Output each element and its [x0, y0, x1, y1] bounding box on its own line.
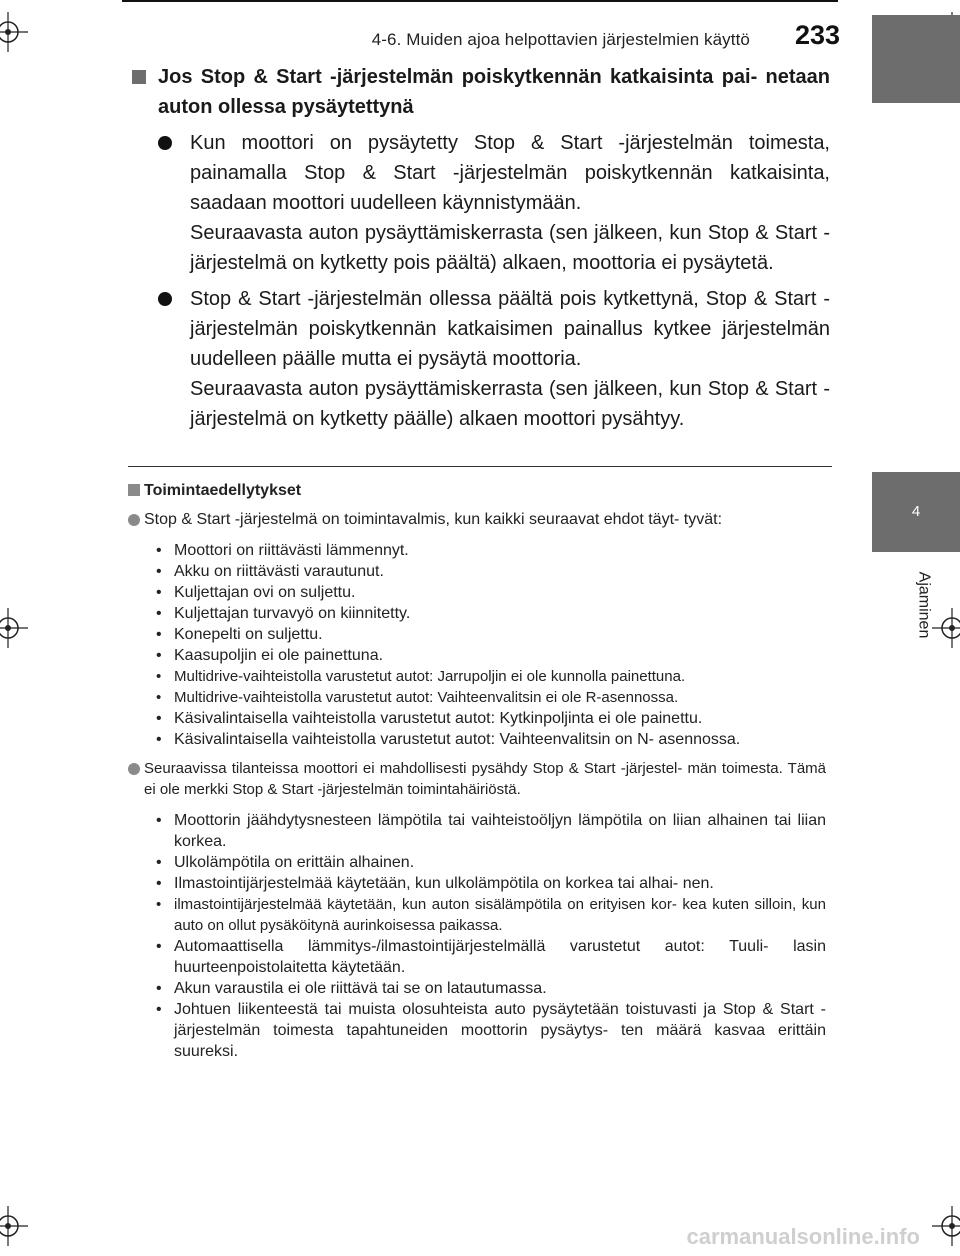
list-item: • Moottorin jäähdytysnesteen lämpötila tai vaihteistoöljyn lämpötila on liian alhainen tai liian korkea.	[154, 810, 826, 852]
section-title: 4-6. Muiden ajoa helpottavien järjestelmien käyttö	[371, 30, 750, 49]
exceptions-list	[128, 810, 826, 1062]
main-bullet-paragraph: Seuraavasta auton pysäyttämiskerrasta (sen jälkeen, kun Stop & Start -järjestelmä on kytketty päälle) alkaen moottori pysähtyy.	[190, 378, 830, 430]
page-number: 233	[794, 20, 840, 50]
main-bullet-paragraph: Seuraavasta auton pysäyttämiskerrasta (sen jälkeen, kun Stop & Start -järjestelmä on kytketty pois päältä) alkaen, moottoria ei pysäytetä.	[190, 222, 830, 274]
notes-intro	[128, 758, 826, 800]
list-item: • Kuljettajan ovi on suljettu.	[154, 582, 826, 603]
main-heading	[132, 62, 830, 122]
list-item: • Akku on riittävästi varautunut.	[154, 561, 826, 582]
main-heading-text: Jos Stop & Start -järjestelmän poiskytkennän katkaisinta pai- netaan auton ollessa pysäytettynä	[158, 66, 830, 118]
registration-mark-mid-left	[0, 608, 28, 648]
list-item: • Konepelti on suljettu.	[154, 624, 826, 645]
list-item: • Ulkolämpötila on erittäin alhainen.	[154, 852, 826, 873]
chapter-number-tab: 4	[872, 472, 960, 552]
round-bullet-icon	[128, 514, 140, 526]
main-bullet-paragraph: Kun moottori on pysäytetty Stop & Start -järjestelmän toimesta, painamalla Stop & Start -järjestelmän poiskytkennän katkaisinta, saadaan moottori uudelleen käynnistymään.	[190, 132, 830, 214]
list-item: • Johtuen liikenteestä tai muista olosuhteista auto pysäytetään toistuvasti ja Stop & Start -järjestelmän toimesta tapahtuneiden moottorin pysäytys- ten määrä kasvaa erittäin suureksi.	[154, 999, 826, 1062]
registration-mark-mid-right	[932, 608, 960, 648]
list-item: • Multidrive-vaihteistolla varustetut autot: Vaihteenvalitsin ei ole R-asennossa.	[154, 687, 826, 708]
registration-mark-bottom-right	[932, 1206, 960, 1246]
conditions-list	[128, 540, 826, 750]
square-bullet-icon	[132, 70, 146, 84]
chapter-label	[874, 560, 933, 650]
square-bullet-icon	[128, 484, 140, 496]
main-bullet	[132, 128, 830, 278]
notes-section	[128, 480, 826, 1070]
side-tab-top	[872, 15, 960, 103]
registration-mark-top-left	[0, 12, 28, 52]
notes-heading	[128, 480, 826, 501]
main-content	[132, 62, 830, 440]
list-item: • Kaasupoljin ei ole painettuna.	[154, 645, 826, 666]
round-bullet-icon	[158, 292, 172, 306]
round-bullet-icon	[128, 763, 140, 775]
list-item: • Akun varaustila ei ole riittävä tai se on latautumassa.	[154, 978, 826, 999]
notes-intro-text: Seuraavissa tilanteissa moottori ei mahdollisesti pysähdy Stop & Start -järjestel- män toimesta. Tämä ei ole merkki Stop & Start -järjestelmän toimintahäiriöstä.	[144, 760, 826, 798]
list-item: • ilmastointijärjestelmää käytetään, kun auton sisälämpötila on erityisen kor- kea kuten silloin, kun auto on ollut pysäköitynä aurinkoisessa paikassa.	[154, 894, 826, 936]
list-item: • Ilmastointijärjestelmää käytetään, kun ulkolämpötila on korkea tai alhai- nen.	[154, 873, 826, 894]
round-bullet-icon	[158, 136, 172, 150]
list-item: • Automaattisella lämmitys-/ilmastointijärjestelmällä varustetut autot: Tuuli- lasin huurteenpoistolaitetta käytetään.	[154, 936, 826, 978]
notes-intro	[128, 509, 826, 530]
section-divider	[128, 466, 832, 467]
list-item: • Käsivalintaisella vaihteistolla varustetut autot: Vaihteenvalitsin on N- asennossa.	[154, 729, 826, 750]
list-item: • Käsivalintaisella vaihteistolla varustetut autot: Kytkinpoljinta ei ole painettu.	[154, 708, 826, 729]
main-bullet	[132, 284, 830, 434]
chapter-label-text: Ajaminen	[915, 571, 933, 639]
list-item: • Multidrive-vaihteistolla varustetut autot: Jarrupoljin ei ole kunnolla painettuna.	[154, 666, 826, 687]
watermark: carmanualsonline.info	[686, 1224, 920, 1249]
list-item: • Kuljettajan turvavyö on kiinnitetty.	[154, 603, 826, 624]
header-rule	[122, 0, 838, 2]
list-item: • Moottori on riittävästi lämmennyt.	[154, 540, 826, 561]
notes-heading-text: Toimintaedellytykset	[144, 482, 302, 499]
main-bullet-paragraph: Stop & Start -järjestelmän ollessa päältä pois kytkettynä, Stop & Start -järjestelmän poiskytkennän katkaisimen painallus kytkee järjestelmän uudelleen päälle mutta ei pysäytä moottoria.	[190, 288, 830, 370]
notes-intro-text: Stop & Start -järjestelmä on toimintavalmis, kun kaikki seuraavat ehdot täyt- tyvät:	[144, 511, 723, 528]
registration-mark-bottom-left	[0, 1206, 28, 1246]
